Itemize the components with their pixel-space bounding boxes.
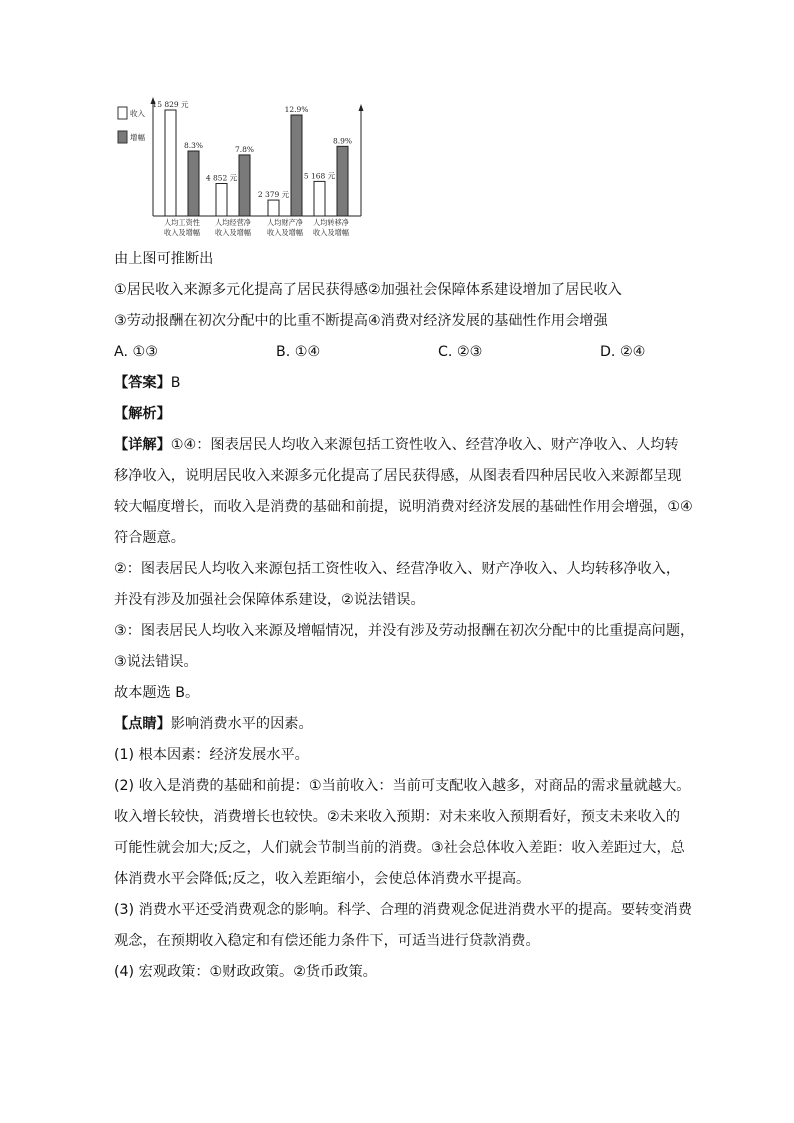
detail-line-6: 并没有涉及加强社会保障体系建设，②说法错误。 [114,592,425,608]
income-bar [216,184,227,216]
growth-data-label: 8.3% [183,141,204,151]
growth-bar [337,146,348,216]
point-line-2: (2) 收入是消费的基础和前提：①当前收入：当前可支配收入越多，对商品的需求量就越大。 [114,778,691,794]
point-line-8: (4) 宏观政策：①财政政策。②货币政策。 [114,964,377,980]
category-label: 人均经营净 [215,218,251,227]
point-tag: 【点睛】 [114,716,171,732]
category-label: 人均财产净 [267,218,303,227]
income-data-label: 15 829 元 [152,100,189,109]
point-line-7: 观念，在预期收入稳定和有偿还能力条件下，可适当进行贷款消费。 [114,933,540,949]
statement-line-1: ①居民收入来源多元化提高了居民获得感②加强社会保障体系建设增加了居民收入 [114,282,622,298]
legend-swatch-income [118,107,127,119]
lead-line: 由上图可推断出 [114,251,214,267]
point-line-0 [114,714,313,734]
answer-tag: 【答案】 [114,375,171,391]
growth-bar [188,151,199,216]
income-data-label: 4 852 元 [205,173,238,183]
answer-line [114,373,181,393]
category-label: 收入及增幅 [164,228,200,237]
detail-tag: 【详解】 [114,437,171,453]
right-axis-arrow [359,104,364,111]
detail-line-8: ③说法错误。 [114,654,198,670]
category-label: 收入及增幅 [313,228,349,237]
category-label: 人均转移净 [313,218,349,227]
detail-line-9: 故本题选 B。 [114,685,200,701]
point-line-6: (3) 消费水平还受消费观念的影响。科学、合理的消费观念促进消费水平的提高。要转变消费 [114,902,692,918]
income-bar [268,200,279,216]
analysis-heading: 【解析】 [114,406,171,422]
detail-line-3: 较大幅度增长，而收入是消费的基础和前提，说明消费对经济发展的基础性作用会增强，①④ [114,499,693,515]
legend-label-growth: 增幅 [130,133,145,142]
growth-data-label: 12.9% [284,105,309,114]
option-d: D. ②④ [600,344,646,360]
option-c: C. ②③ [438,344,483,360]
answer-value: B [170,375,181,391]
detail-line-5: ②：图表居民人均收入来源包括工资性收入、经营净收入、财产净收入、人均转移净收入， [114,561,681,577]
income-chart [112,94,374,242]
growth-data-label: 7.8% [234,144,255,154]
detail-text-1: ①④：图表居民人均收入来源包括工资性收入、经营净收入、财产净收入、人均转 [170,437,679,453]
detail-line-1 [114,435,679,455]
category-label: 收入及增幅 [267,228,303,237]
point-line-1: (1) 根本因素：经济发展水平。 [114,747,309,763]
category-label: 人均工资性 [164,218,200,227]
option-b: B. ①④ [276,344,321,360]
point-line-4: 可能性就会加大;反之，人们就会节制当前的消费。③社会总体收入差距：收入差距过大，总 [114,840,685,856]
statement-line-2: ③劳动报酬在初次分配中的比重不断提高④消费对经济发展的基础性作用会增强 [114,313,608,329]
point-text-0: 影响消费水平的因素。 [170,716,313,732]
detail-line-4: 符合题意。 [114,530,185,546]
detail-line-2: 移净收入，说明居民收入来源多元化提高了居民获得感，从图表看四种居民收入来源都呈现 [114,468,682,484]
option-a: A. ①③ [114,344,158,360]
legend-label-income: 收入 [130,109,145,118]
income-data-label: 2 379 元 [257,190,290,200]
detail-line-7: ③：图表居民人均收入来源及增幅情况，并没有涉及劳动报酬在初次分配中的比重提高问题， [114,623,695,639]
income-chart-svg [112,94,374,242]
income-bar [165,110,176,216]
point-line-5: 体消费水平会降低;反之，收入差距缩小，会使总体消费水平提高。 [114,871,531,887]
income-data-label: 5 168 元 [303,171,336,181]
category-label: 收入及增幅 [215,228,251,237]
growth-bar [291,115,302,216]
growth-data-label: 8.9% [332,136,353,146]
income-bar [314,181,325,216]
legend-swatch-growth [118,131,127,143]
growth-bar [239,155,250,216]
point-line-3: 收入增长较快，消费增长也较快。②未来收入预期：对未来收入预期看好，预支未来收入的 [114,809,681,825]
